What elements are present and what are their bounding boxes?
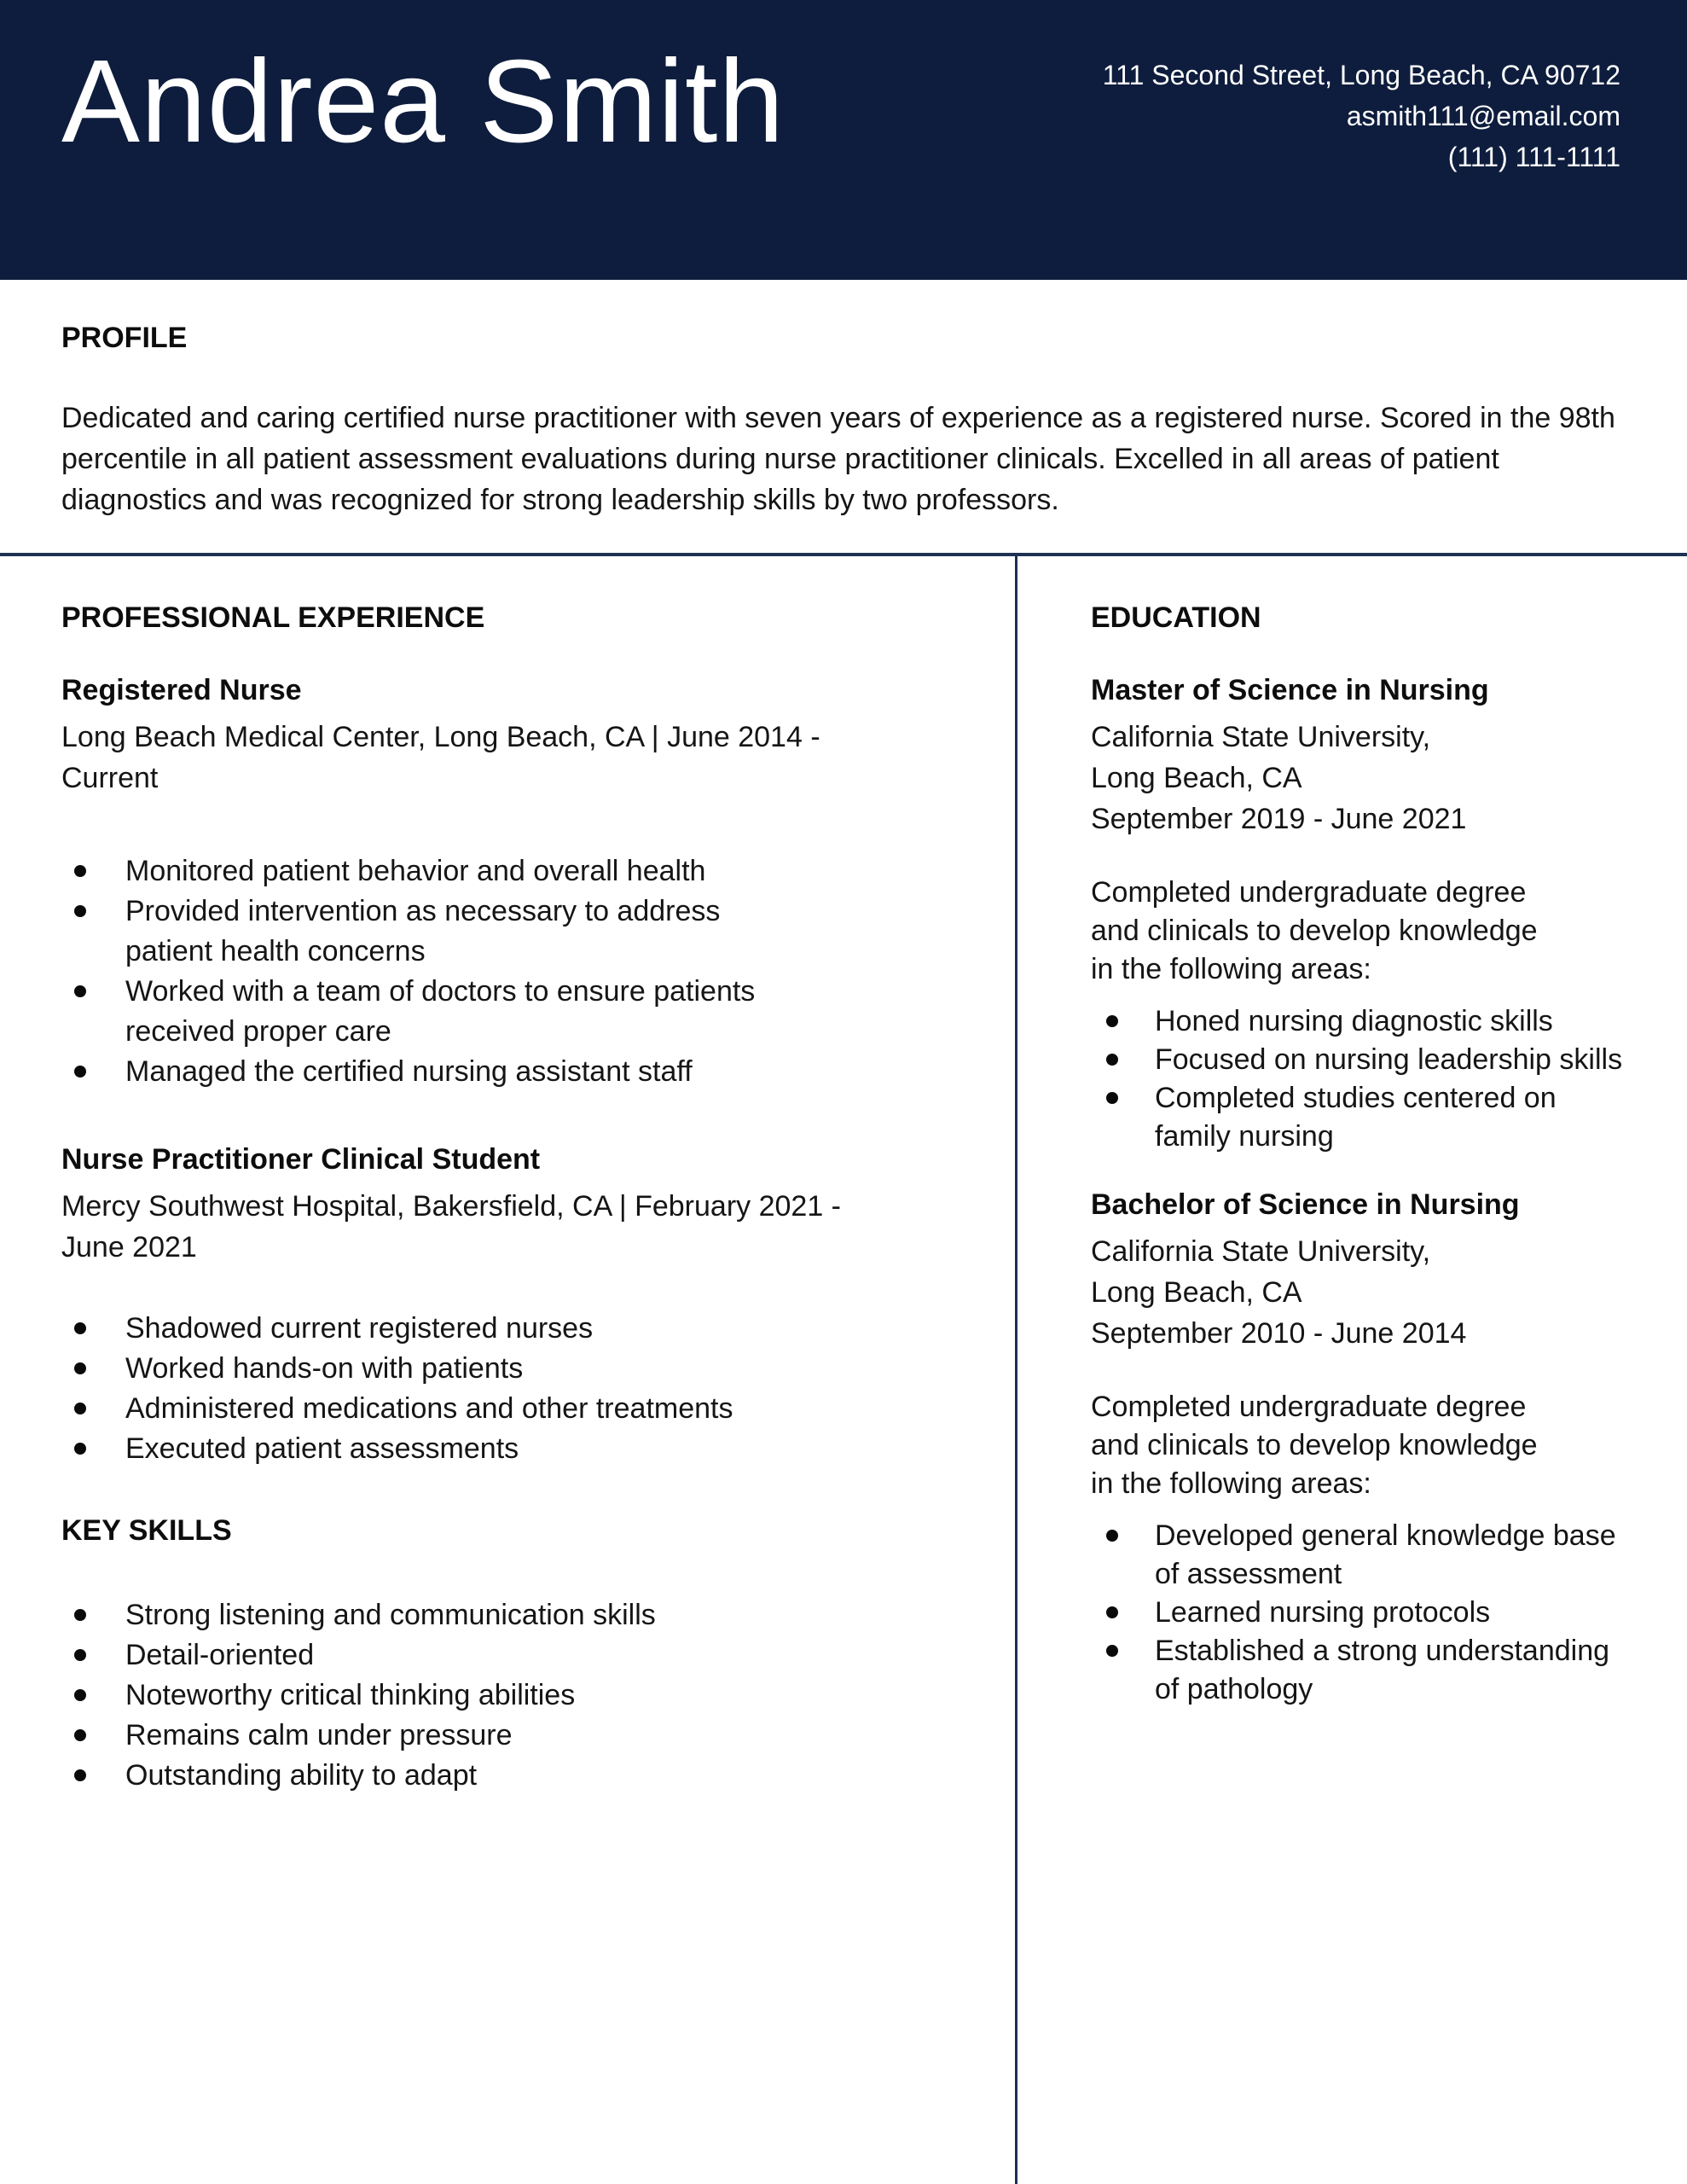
job-title: Nurse Practitioner Clinical Student (61, 1143, 541, 1176)
job-bullet-list (61, 851, 1015, 1092)
degree-entry (1091, 1187, 1627, 1709)
bullet-item: Remains calm under pressure (61, 1716, 786, 1756)
degree-summary: Completed undergraduate degree and clinicals to develop knowledge in the following areas: (1091, 1391, 1538, 1500)
bullet-item: Outstanding ability to adapt (61, 1756, 786, 1796)
contact-phone: (111) 111-1111 (1447, 142, 1620, 172)
contact-info (1103, 55, 1620, 280)
experience-heading: PROFESSIONAL EXPERIENCE (61, 601, 485, 634)
bullet-item: Managed the certified nursing assistant staff (61, 1052, 786, 1092)
person-name: Andrea Smith (61, 36, 786, 167)
columns (0, 556, 1687, 2184)
education-heading: EDUCATION (1091, 601, 1261, 634)
right-column (1017, 556, 1687, 2184)
school-city: Long Beach, CA (1091, 762, 1302, 794)
job-entry (61, 1141, 1015, 1469)
bullet-item: Provided intervention as necessary to address patient health concerns (61, 892, 786, 972)
school-block (1091, 1231, 1627, 1354)
school-name: California State University, (1091, 1235, 1431, 1268)
school-block (1091, 717, 1627, 839)
bullet-item: Detail-oriented (61, 1635, 786, 1676)
bullet-item: Worked hands-on with patients (61, 1349, 786, 1389)
degree-title: Master of Science in Nursing (1091, 674, 1489, 706)
bullet-item: Shadowed current registered nurses (61, 1309, 786, 1349)
degree-bullet-list (1091, 1517, 1627, 1709)
bullet-item: Noteworthy critical thinking abilities (61, 1676, 786, 1716)
job-bullet-list (61, 1309, 1015, 1469)
bullet-item: Honed nursing diagnostic skills (1091, 1002, 1627, 1041)
bullet-item: Established a strong understanding of pathology (1091, 1632, 1627, 1709)
profile-text: Dedicated and caring certified nurse practitioner with seven years of experience as a registered nurse. Scored in the 98th percentile in all patient assessment evaluations during nurse practitioner clinicals. Excelled in all areas of patient diagnostics and was recognized for strong leadership skills by two professors. (61, 402, 1615, 516)
job-meta: Mercy Southwest Hospital, Bakersfield, CA | February 2021 - June 2021 (61, 1190, 841, 1263)
left-column (0, 556, 1015, 2184)
school-name: California State University, (1091, 721, 1431, 753)
bullet-item: Executed patient assessments (61, 1429, 786, 1469)
bullet-item: Monitored patient behavior and overall health (61, 851, 786, 892)
bullet-item: Developed general knowledge base of assessment (1091, 1517, 1627, 1594)
bullet-item: Learned nursing protocols (1091, 1594, 1627, 1632)
key-skills-section (61, 1513, 1015, 1796)
header (0, 0, 1687, 280)
bullet-item: Completed studies centered on family nursing (1091, 1079, 1627, 1156)
contact-email: asmith111@email.com (1346, 101, 1620, 131)
job-entry (61, 672, 1015, 1092)
bullet-item: Administered medications and other treatments (61, 1389, 786, 1429)
job-title: Registered Nurse (61, 674, 302, 706)
key-skills-heading: KEY SKILLS (61, 1514, 232, 1547)
bullet-item: Focused on nursing leadership skills (1091, 1041, 1627, 1079)
bullet-item: Worked with a team of doctors to ensure patients received proper care (61, 972, 786, 1052)
profile-heading: PROFILE (61, 322, 188, 354)
key-skills-list (61, 1595, 1015, 1796)
degree-dates: September 2019 - June 2021 (1091, 803, 1467, 835)
degree-title: Bachelor of Science in Nursing (1091, 1188, 1520, 1221)
school-city: Long Beach, CA (1091, 1276, 1302, 1309)
degree-summary: Completed undergraduate degree and clinicals to develop knowledge in the following areas: (1091, 876, 1538, 985)
profile-section (0, 280, 1687, 520)
degree-bullet-list (1091, 1002, 1627, 1156)
degree-entry (1091, 672, 1627, 1156)
job-meta: Long Beach Medical Center, Long Beach, CA | June 2014 - Current (61, 721, 820, 794)
bullet-item: Strong listening and communication skills (61, 1595, 786, 1635)
contact-address: 111 Second Street, Long Beach, CA 90712 (1102, 60, 1620, 90)
degree-dates: September 2010 - June 2014 (1091, 1317, 1467, 1350)
